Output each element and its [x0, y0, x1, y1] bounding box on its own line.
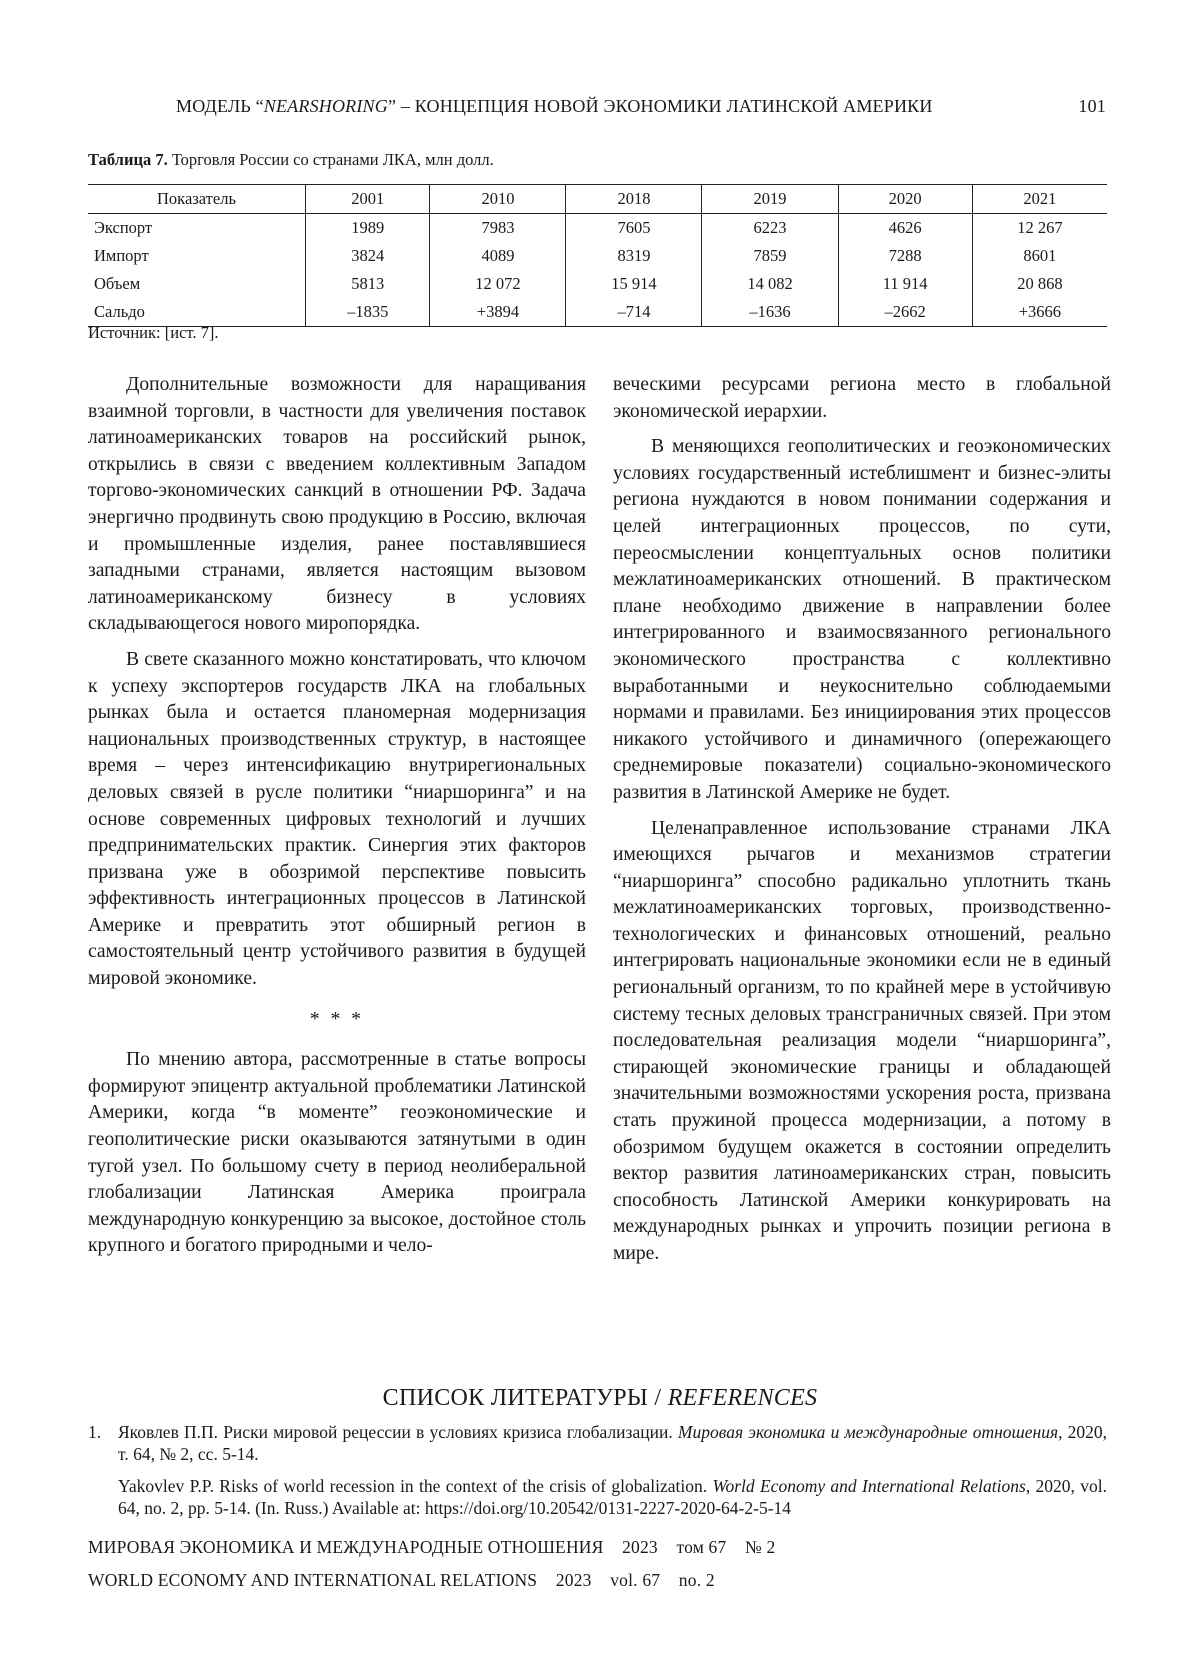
table-cell: Сальдо: [88, 298, 306, 327]
table-header-row: [88, 185, 1107, 214]
references-heading: СПИСОК ЛИТЕРАТУРЫ / REFERENCES: [382, 1385, 818, 1411]
paragraph: В меняющихся геополитических и геоэкономических условиях государственный истеблишмент и бизнес-элиты региона нуждаются в новом понимании содержания и целей интеграционных процессов, по сути, переосмыслении концептуальных основ политики межлатиноамериканских отношений. В практическом плане необходимо движение в направлении более интегрированного и взаимосвязанного регионального экономического пространства с коллективно выработанными и неукоснительно соблюдаемыми нормами и правилами. Без инициирования этих процессов никакого устойчивого и динамичного (опережающего среднемировые показатели) социально-экономического развития в Латинской Америке не будет.: [613, 436, 1111, 803]
references-list: [88, 1421, 1107, 1529]
header-cell: 2021: [972, 185, 1107, 214]
header-cell: 2018: [566, 185, 702, 214]
table-cell: 8319: [566, 242, 702, 270]
table-source: Источник: [ист. 7].: [88, 323, 219, 342]
table-row: [88, 298, 1107, 327]
table-cell: 7605: [566, 214, 702, 243]
table-cell: 6223: [702, 214, 838, 243]
table-cell: 14 082: [702, 270, 838, 298]
table-cell: –714: [566, 298, 702, 327]
header-cell: 2019: [702, 185, 838, 214]
header-cell: 2010: [430, 185, 566, 214]
page-number: 101: [1078, 96, 1106, 116]
table-cell: 4089: [430, 242, 566, 270]
table-cell: 11 914: [838, 270, 972, 298]
table-cell: 3824: [306, 242, 430, 270]
reference-number: 1.: [88, 1422, 102, 1442]
journal-footer-en: [88, 1570, 729, 1591]
paragraph: Дополнительные возможности для наращивания взаимной торговли, в частности для увеличения поставок латиноамериканских товаров на российский рынок, открылись в связи с введением коллективным Западом торгово-экономических санкций в отношении РФ. Задача энергично продвинуть свою продукцию в Россию, включая и промышленные изделия, ранее поставлявшиеся западными странами, является настоящим вызовом латиноамериканскому бизнесу в условиях складывающегося нового миропорядка.: [88, 374, 586, 635]
header-cell: 2020: [838, 185, 972, 214]
journal-year: 2023: [622, 1537, 658, 1557]
journal-issue: no. 2: [678, 1570, 715, 1590]
header-cell: Показатель: [88, 185, 306, 214]
paragraph: По мнению автора, рассмотренные в статье вопросы формируют эпицентр актуальной проблематики Латинской Америки, когда “в моменте” геоэкономические и геополитические риски оказываются затянутыми в один тугой узел. По большому счету в период неолиберальной глобализации Латинская Америка проиграла международную конкуренцию за высокое, достойное столь крупного и богатого природными и чело-: [88, 1049, 586, 1257]
table-cell: 7859: [702, 242, 838, 270]
table-cell: +3666: [972, 298, 1107, 327]
running-title: МОДЕЛЬ “NEARSHORING” – КОНЦЕПЦИЯ НОВОЙ ЭКОНОМИКИ ЛАТИНСКОЙ АМЕРИКИ: [176, 96, 933, 116]
table-cell: 4626: [838, 214, 972, 243]
table-cell: 5813: [306, 270, 430, 298]
table-cell: 8601: [972, 242, 1107, 270]
table-cell: Экспорт: [94, 218, 153, 237]
table-cell: Импорт: [94, 246, 149, 265]
table-cell: 12 072: [430, 270, 566, 298]
table-cell: –1835: [306, 298, 430, 327]
journal-volume: том 67: [676, 1537, 727, 1557]
journal-volume: vol. 67: [610, 1570, 661, 1590]
journal-name: WORLD ECONOMY AND INTERNATIONAL RELATIONS: [88, 1570, 538, 1590]
reference-item: 1. Яковлев П.П. Риски мировой рецессии в условиях кризиса глобализации. Мировая экономика и международные отношения, 2020, т. 64, № 2, сс. 5-14.: [88, 1422, 1108, 1464]
body-column-right: [613, 372, 1111, 1277]
journal-name: МИРОВАЯ ЭКОНОМИКА И МЕЖДУНАРОДНЫЕ ОТНОШЕНИЯ: [88, 1537, 604, 1557]
table-cell: 12 267: [972, 214, 1107, 243]
table-cell: 1989: [306, 214, 430, 243]
table-caption: Таблица 7. Торговля России со странами ЛКА, млн долл.: [88, 150, 494, 169]
table-row: [88, 242, 1107, 270]
table-cell: 7288: [838, 242, 972, 270]
paragraph: Целенаправленное использование странами ЛКА имеющихся рычагов и механизмов стратегии “ниаршоринга” способно радикально уплотнить ткань межлатиноамериканских торговых, производственно-технологических и финансовых отношений, реально интегрировать национальные экономики если не в единый региональный организм, то по крайней мере в устойчивую систему тесных деловых трансграничных связей. При этом последовательная реализация модели “ниаршоринга”, стирающей экономические границы и обладающей значительными возможностями ускорения роста, призвана стать пружиной процесса модернизации, а потому в обозримом будущем окажется в состоянии определить вектор развития латиноамериканских стран, повысить способность Латинской Америки конкурировать на международных рынках и упрочить позиции региона в мире.: [613, 817, 1111, 1264]
table-cell: –1636: [702, 298, 838, 327]
journal-footer-ru: [88, 1537, 789, 1558]
body-column-left: [88, 372, 586, 1269]
trade-table: [88, 184, 1107, 327]
table-cell: +3894: [430, 298, 566, 327]
table-row: [88, 270, 1107, 298]
table-cell: 20 868: [972, 270, 1107, 298]
table-row: [88, 214, 1107, 243]
journal-year: 2023: [555, 1570, 592, 1590]
table-cell: 15 914: [566, 270, 702, 298]
header-cell: 2001: [306, 185, 430, 214]
paragraph: В свете сказанного можно констатировать, что ключом к успеху экспортеров государств ЛКА на глобальных рынках была и остается планомерная модернизация национальных производственных структур, в настоящее время – через интенсификацию внутрирегиональных деловых связей в русле политики “ниаршоринга” и на основе современных цифровых технологий и лучших предпринимательских практик. Синергия этих факторов призвана уже в обозримой перспективе повысить эффективность интеграционных процессов в Латинской Америке и превратить этот обширный регион в самостоятельный центр устойчивого развития в будущей мировой экономике.: [88, 648, 586, 990]
table-cell: Объем: [94, 274, 141, 293]
paragraph: веческими ресурсами региона место в глобальной экономической иерархии.: [613, 374, 1111, 422]
reference-item-translation: Yakovlev P.P. Risks of world recession in the context of the crisis of globalization. World Economy and International Relations, 2020, vol. 64, no. 2, pp. 5-14. (In. Russ.) Available at: https://doi.org/10.20542/0131-2227-2020-64-2-5-14: [118, 1476, 1107, 1518]
table-cell: –2662: [838, 298, 972, 327]
journal-issue: № 2: [745, 1537, 776, 1557]
table-cell: 7983: [430, 214, 566, 243]
section-separator: * * *: [309, 1008, 365, 1030]
